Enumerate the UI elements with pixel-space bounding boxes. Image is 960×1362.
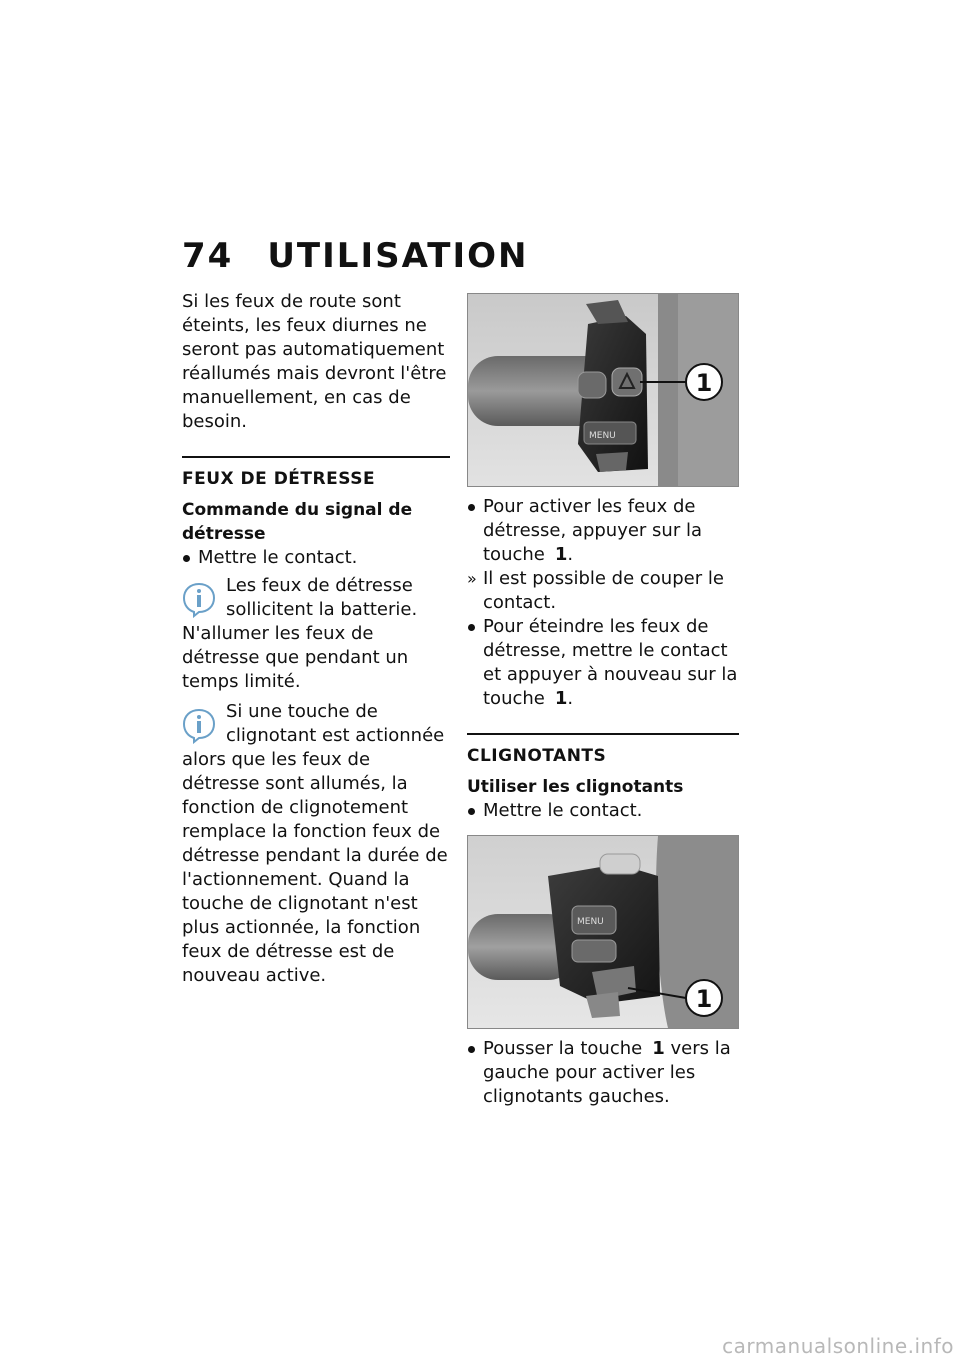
subtitle-use-turn-signals: Utiliser les clignotants (467, 777, 684, 797)
page-header (182, 236, 528, 276)
callout-label-1: 1 (695, 369, 713, 397)
result-ignition-off: » Il est possible de couper le contact. (467, 568, 724, 613)
left-column (182, 290, 450, 988)
menu-button-label: MENU (577, 917, 604, 927)
handlebar-switch-illustration-2 (468, 836, 738, 1028)
callout-label-1: 1 (695, 985, 713, 1013)
info-icon (182, 708, 216, 744)
page-number: 74 (182, 236, 234, 276)
result-mark: » (467, 569, 477, 588)
section-divider (467, 733, 739, 735)
bullet-ignition: Mettre le contact. (182, 546, 450, 570)
section-divider (182, 456, 450, 458)
handlebar-switch-illustration (468, 294, 738, 486)
subtitle-hazard-control: Commande du signal de détresse (182, 500, 413, 544)
info-icon (182, 582, 216, 618)
photo-turn-signal-switch (467, 835, 739, 1029)
info-note-turn-signal (182, 700, 450, 988)
note-battery-text: Les feux de détresse sollicitent la batterie. N'allumer les feux de détresse que pendant un temps limité. (182, 575, 418, 692)
menu-button-label: MENU (589, 431, 616, 441)
bullet-deactivate-hazard: Pour éteindre les feux de détresse, mettre le contact et appuyer à nouveau sur la touche 1. (467, 615, 739, 711)
intro-paragraph: Si les feux de route sont éteints, les feux diurnes ne seront pas automatiquement réallumés mais devront l'être manuellement, en cas de besoin. (182, 291, 447, 432)
section-title-hazard: FEUX DE DÉTRESSE (182, 469, 376, 489)
right-column (467, 293, 739, 1109)
info-note-battery (182, 574, 450, 694)
bullet-push-turn-signal: Pousser la touche 1 vers la gauche pour activer les clignotants gauches. (467, 1037, 739, 1109)
bullet-ignition-2: Mettre le contact. (467, 799, 739, 823)
bullet-activate-hazard: Pour activer les feux de détresse, appuyer sur la touche 1. (467, 495, 739, 567)
watermark: carmanualsonline.info (722, 1334, 954, 1358)
note-turn-signal-text: Si une touche de clignotant est actionnée alors que les feux de détresse sont allumés, la fonction de clignotement remplace la fonction feux de détresse pendant la durée de l'actionnement. Quand la touche de clignotant n'est plus actionnée, la fonction feux de détresse est de nouveau active. (182, 701, 448, 986)
photo-hazard-switch (467, 293, 739, 487)
page-title: UTILISATION (267, 236, 529, 276)
section-title-turn-signals: CLIGNOTANTS (467, 746, 607, 766)
